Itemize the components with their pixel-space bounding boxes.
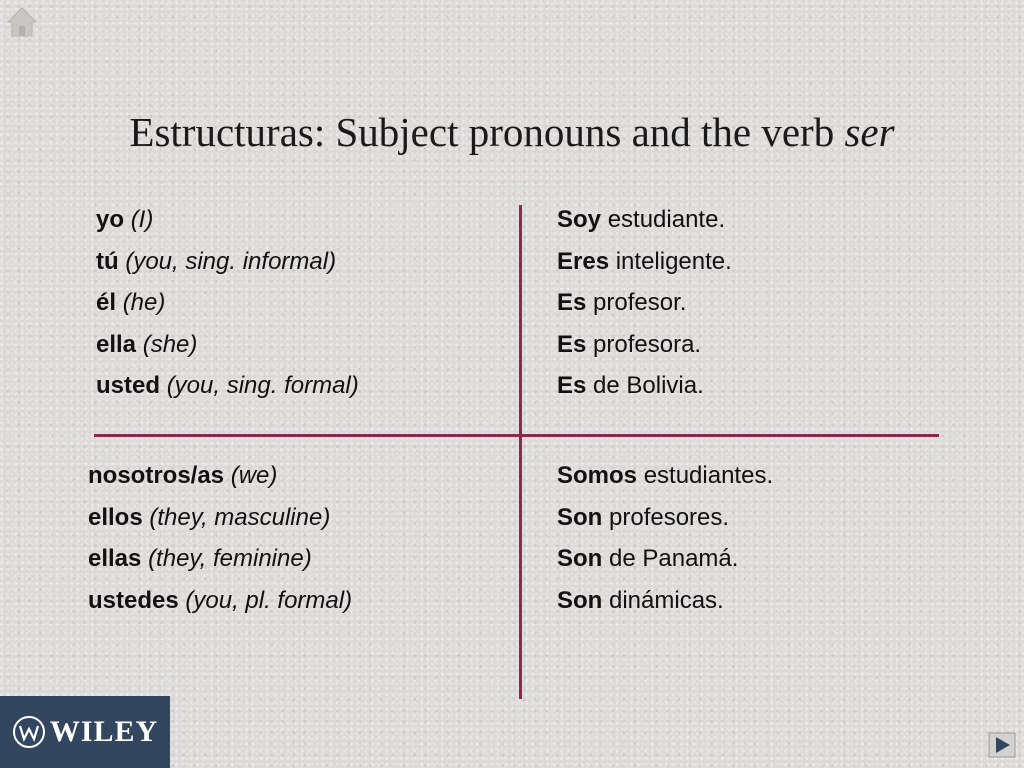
next-arrow-icon <box>988 732 1016 758</box>
slide-title: Estructuras: Subject pronouns and the verb ser <box>129 109 895 155</box>
example-row <box>557 241 732 283</box>
example-rest: inteligente. <box>615 247 732 275</box>
example-rest: estudiantes. <box>643 462 774 489</box>
example-rest: dinámicas. <box>609 586 724 614</box>
pronoun-row <box>88 455 352 497</box>
example-row <box>557 538 773 580</box>
pronoun: usted <box>96 372 161 399</box>
pronoun: ellos <box>88 503 143 531</box>
verb-form: Es <box>557 289 587 316</box>
pronoun-row <box>88 497 352 539</box>
example-rest: profesora. <box>593 330 702 358</box>
pronoun-row <box>88 580 352 622</box>
verb-form: Son <box>557 545 603 572</box>
pronoun-gloss: (you, sing. informal) <box>125 247 337 275</box>
pronoun-gloss: (they, feminine) <box>148 545 312 572</box>
example-row <box>557 497 773 539</box>
title-verb: ser <box>844 109 895 155</box>
verb-form: Soy <box>557 206 602 233</box>
pronoun-gloss: (they, masculine) <box>149 503 331 531</box>
example-rest: de Bolivia. <box>593 372 704 399</box>
pronoun-row <box>96 365 359 407</box>
logo-text: WILEY <box>49 715 159 748</box>
pronoun: yo <box>96 206 125 233</box>
pronoun-gloss: (she) <box>142 330 198 358</box>
example-rest: estudiante. <box>607 206 726 233</box>
pronoun-row <box>96 241 359 283</box>
pronoun-row <box>96 282 359 324</box>
pronoun-gloss: (he) <box>122 289 166 316</box>
plural-example-list <box>557 455 773 621</box>
example-rest: de Panamá. <box>609 545 739 572</box>
singular-pronoun-list <box>96 199 359 407</box>
pronoun-row <box>96 324 359 366</box>
pronoun-gloss: (we) <box>230 462 278 489</box>
pronoun-gloss: (I) <box>130 206 154 233</box>
vertical-divider <box>519 205 522 699</box>
pronoun-row <box>96 199 359 241</box>
home-icon[interactable] <box>6 6 38 38</box>
example-row <box>557 580 773 622</box>
wiley-logo-icon <box>12 715 46 749</box>
pronoun-row <box>88 538 352 580</box>
pronoun: él <box>96 289 117 316</box>
example-row <box>557 365 732 407</box>
next-slide-button[interactable] <box>988 732 1016 758</box>
pronoun: ella <box>96 330 137 358</box>
plural-pronoun-list <box>88 455 352 621</box>
example-rest: profesores. <box>609 503 730 531</box>
pronoun-gloss: (you, pl. formal) <box>185 586 353 614</box>
verb-form: Somos <box>557 462 638 489</box>
pronoun: nosotros/as <box>88 462 225 489</box>
example-row <box>557 324 732 366</box>
pronoun: tú <box>96 247 119 275</box>
example-row <box>557 455 773 497</box>
pronoun: ellas <box>88 545 142 572</box>
verb-form: Eres <box>557 247 610 275</box>
verb-form: Es <box>557 372 587 399</box>
verb-form: Son <box>557 503 603 531</box>
example-rest: profesor. <box>593 289 687 316</box>
verb-form: Es <box>557 330 587 358</box>
wiley-logo <box>0 696 170 768</box>
singular-example-list <box>557 199 732 407</box>
example-row <box>557 199 732 241</box>
pronoun-gloss: (you, sing. formal) <box>166 372 359 399</box>
pronoun: ustedes <box>88 586 179 614</box>
horizontal-divider <box>94 434 939 437</box>
example-row <box>557 282 732 324</box>
verb-form: Son <box>557 586 603 614</box>
